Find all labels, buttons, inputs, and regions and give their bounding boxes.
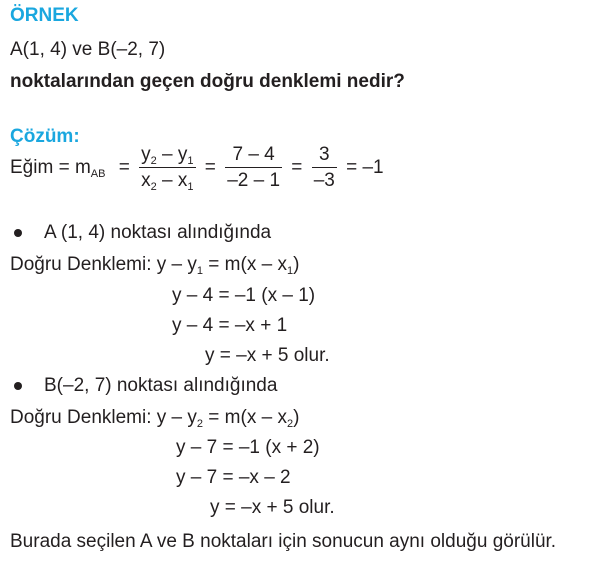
case-a-title: A (1, 4) noktası alındığında <box>10 221 271 245</box>
slope-fraction-simplified: $\frac{3}{-3}$ <box>313 144 335 191</box>
case-b-equation: Doğru Denklemi: $y - y_2 = m(x - x_2)$ <box>10 407 300 430</box>
slope-result: = –1 <box>346 157 384 178</box>
slope-label: Eğim = $m_{AB}$ <box>10 157 106 180</box>
solution-heading: Çözüm: <box>10 126 80 147</box>
case-a-result: y = –x + 5 olur. <box>205 345 330 366</box>
equals-sign: = <box>291 157 303 178</box>
question-text: noktalarından geçen doğru denklemi nedir? <box>10 71 405 92</box>
slope-equation <box>10 144 388 192</box>
slope-fraction-substituted: $\frac{7 - 4}{-2 - 1}$ <box>227 144 281 191</box>
example-heading: ÖRNEK <box>10 5 79 26</box>
case-b-step-1: y – 7 = –1 (x + 2) <box>176 437 320 458</box>
slope-fraction-general: $\frac{y_2 - y_1}{x_2 - x_1}$ <box>141 144 194 193</box>
bullet-icon <box>14 229 22 237</box>
case-a-step-1: y – 4 = –1 (x – 1) <box>172 285 316 306</box>
case-b-result: y = –x + 5 olur. <box>210 497 335 518</box>
conclusion-text: Burada seçilen A ve B noktaları için sonucun aynı olduğu görülür. <box>10 531 557 552</box>
case-a-equation: Doğru Denklemi: $y - y_1 = m(x - x_1)$ <box>10 254 300 277</box>
equals-sign: = <box>204 157 216 178</box>
case-b-step-2: y – 7 = –x – 2 <box>176 467 291 488</box>
bullet-icon <box>14 382 22 390</box>
case-a-step-2: y – 4 = –x + 1 <box>172 315 288 336</box>
points-line: A(1, 4) ve B(–2, 7) <box>10 39 166 60</box>
case-b-title: B(–2, 7) noktası alındığında <box>10 374 277 398</box>
equals-sign: = <box>118 157 130 178</box>
